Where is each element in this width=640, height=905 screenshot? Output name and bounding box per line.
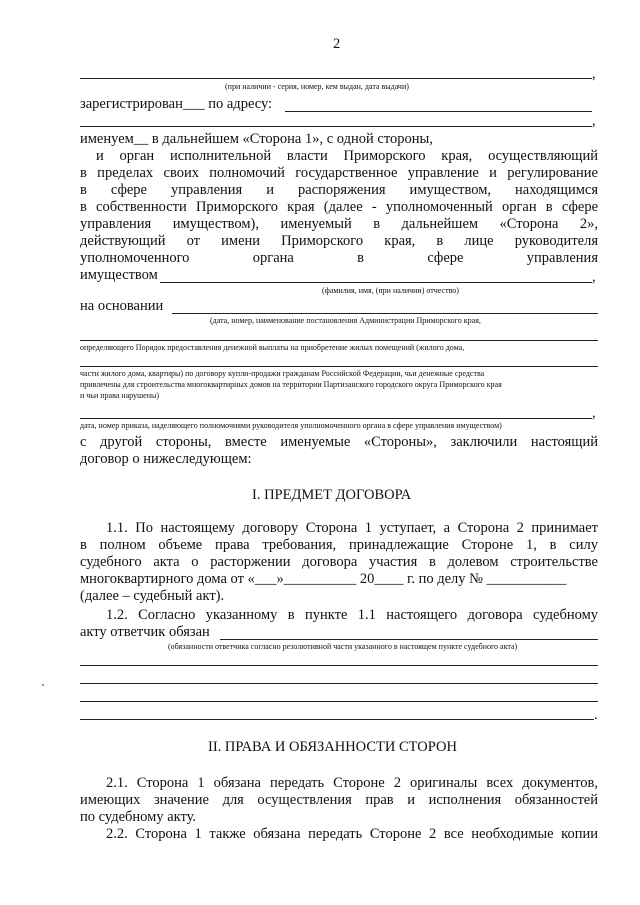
clause-1-2-line-1: 1.2. Согласно указанному в пункте 1.1 настоящего договора судебному: [106, 607, 598, 623]
clause-1-1-line-1: 1.1. По настоящему договору Сторона 1 уступает, а Сторона 2 принимает: [106, 520, 598, 536]
fill-line-address-1: [285, 111, 592, 112]
registered-label: зарегистрирован___ по адресу:: [80, 96, 273, 112]
fill-line-passport: [80, 78, 592, 79]
other-side-line-1: с другой стороны, вместе именуемые «Стороны», заключили настоящий: [80, 434, 598, 450]
organ-line-1: и орган исполнительной власти Приморского края, осуществляющий: [96, 148, 598, 164]
clause-1-1-line-5: (далее – судебный акт).: [80, 588, 225, 604]
clause-1-1-line-2: в полном объеме права требования, принадлежащие Стороне 1, в силу: [80, 537, 598, 553]
caption-basis-3: части жилого дома, квартиры) по договору купли-продажи гражданам Российской Федерации, чьи денежные средства: [80, 369, 485, 378]
caption-basis-5: и чьи права нарушены): [80, 391, 160, 400]
fill-line-defendant-1: [220, 639, 598, 640]
clause-2-1-line-2: имеющих значение для осуществления прав и исполнения обязанностей: [80, 792, 598, 808]
organ-line-7: уполномоченного органа в сфере управления: [80, 250, 598, 266]
fill-line-defendant-3: [80, 683, 598, 684]
clause-1-1-line-3: судебного акта о расторжении договора участия в долевом строительстве: [80, 554, 598, 570]
named-side1-line: именуем__ в дальнейшем «Сторона 1», с одной стороны,: [80, 131, 433, 147]
fill-line-defendant-2: [80, 665, 598, 666]
organ-line-5: управления имуществом), именуемый в дальнейшем «Сторона 2»,: [80, 216, 598, 232]
caption-passport: (при наличии - серия, номер, кем выдан, дата выдачи): [225, 82, 409, 91]
on-basis-label: на основании: [80, 298, 164, 314]
section-2-title: II. ПРАВА И ОБЯЗАННОСТИ СТОРОН: [208, 739, 457, 755]
caption-basis-2: определяющего Порядок предоставления денежной выплаты на приобретение жилых помещений (жилого дома,: [80, 343, 465, 352]
organ-line-3: в сфере управления и распоряжения имуществом, находящимся: [80, 182, 598, 198]
clause-1-1-line-4: многоквартирного дома от «___»__________ 20____ г. по делу № ___________: [80, 571, 567, 587]
clause-2-1-line-3: по судебному акту.: [80, 809, 197, 825]
scan-speck: [42, 684, 44, 686]
caption-basis-4: привлечены для строительства многоквартирных домов на территории Партизанского городского округа Приморского края: [80, 380, 502, 389]
other-side-line-2: договор о нижеследующем:: [80, 451, 252, 467]
comma-mark: ,: [592, 405, 596, 421]
section-1-title: I. ПРЕДМЕТ ДОГОВОРА: [252, 487, 412, 503]
comma-mark: ,: [592, 66, 596, 82]
comma-mark: ,: [592, 269, 596, 285]
comma-mark: ,: [592, 113, 596, 129]
clause-1-2-line-2: акту ответчик обязан: [80, 624, 210, 640]
fill-line-basis-1: [172, 313, 598, 314]
organ-line-4: в собственности Приморского края (далее - уполномоченный орган в сфере: [80, 199, 598, 215]
caption-order: дата, номер приказа, наделяющего полномочиями руководителя уполномоченного органа в сфере управления имуществом): [80, 421, 502, 430]
page-number: 2: [333, 36, 341, 52]
fill-line-order: [80, 418, 592, 419]
organ-line-8: имуществом: [80, 267, 158, 283]
fill-line-defendant-5: [80, 719, 594, 720]
fill-line-basis-3: [80, 366, 598, 367]
fill-line-address-2: [80, 126, 592, 127]
caption-defendant: (обязанности ответчика согласно резолютивной части указанного в настоящем пункте судебного акта): [168, 642, 518, 651]
period-mark: .: [594, 707, 598, 723]
fill-line-defendant-4: [80, 701, 598, 702]
organ-line-2: в пределах своих полномочий государственное управление и регулирование: [80, 165, 598, 181]
fill-line-head-name: [160, 282, 592, 283]
caption-basis-1: (дата, номер, наименование постановления Администрации Приморского края,: [210, 316, 481, 325]
clause-2-2-line-1: 2.2. Сторона 1 также обязана передать Стороне 2 все необходимые копии: [106, 826, 598, 842]
organ-line-6: действующий от имени Приморского края, в лице руководителя: [80, 233, 598, 249]
clause-2-1-line-1: 2.1. Сторона 1 обязана передать Стороне 2 оригиналы всех документов,: [106, 775, 598, 791]
fill-line-basis-2: [80, 340, 598, 341]
caption-fio: (фамилия, имя, (при наличии) отчество): [322, 286, 459, 295]
